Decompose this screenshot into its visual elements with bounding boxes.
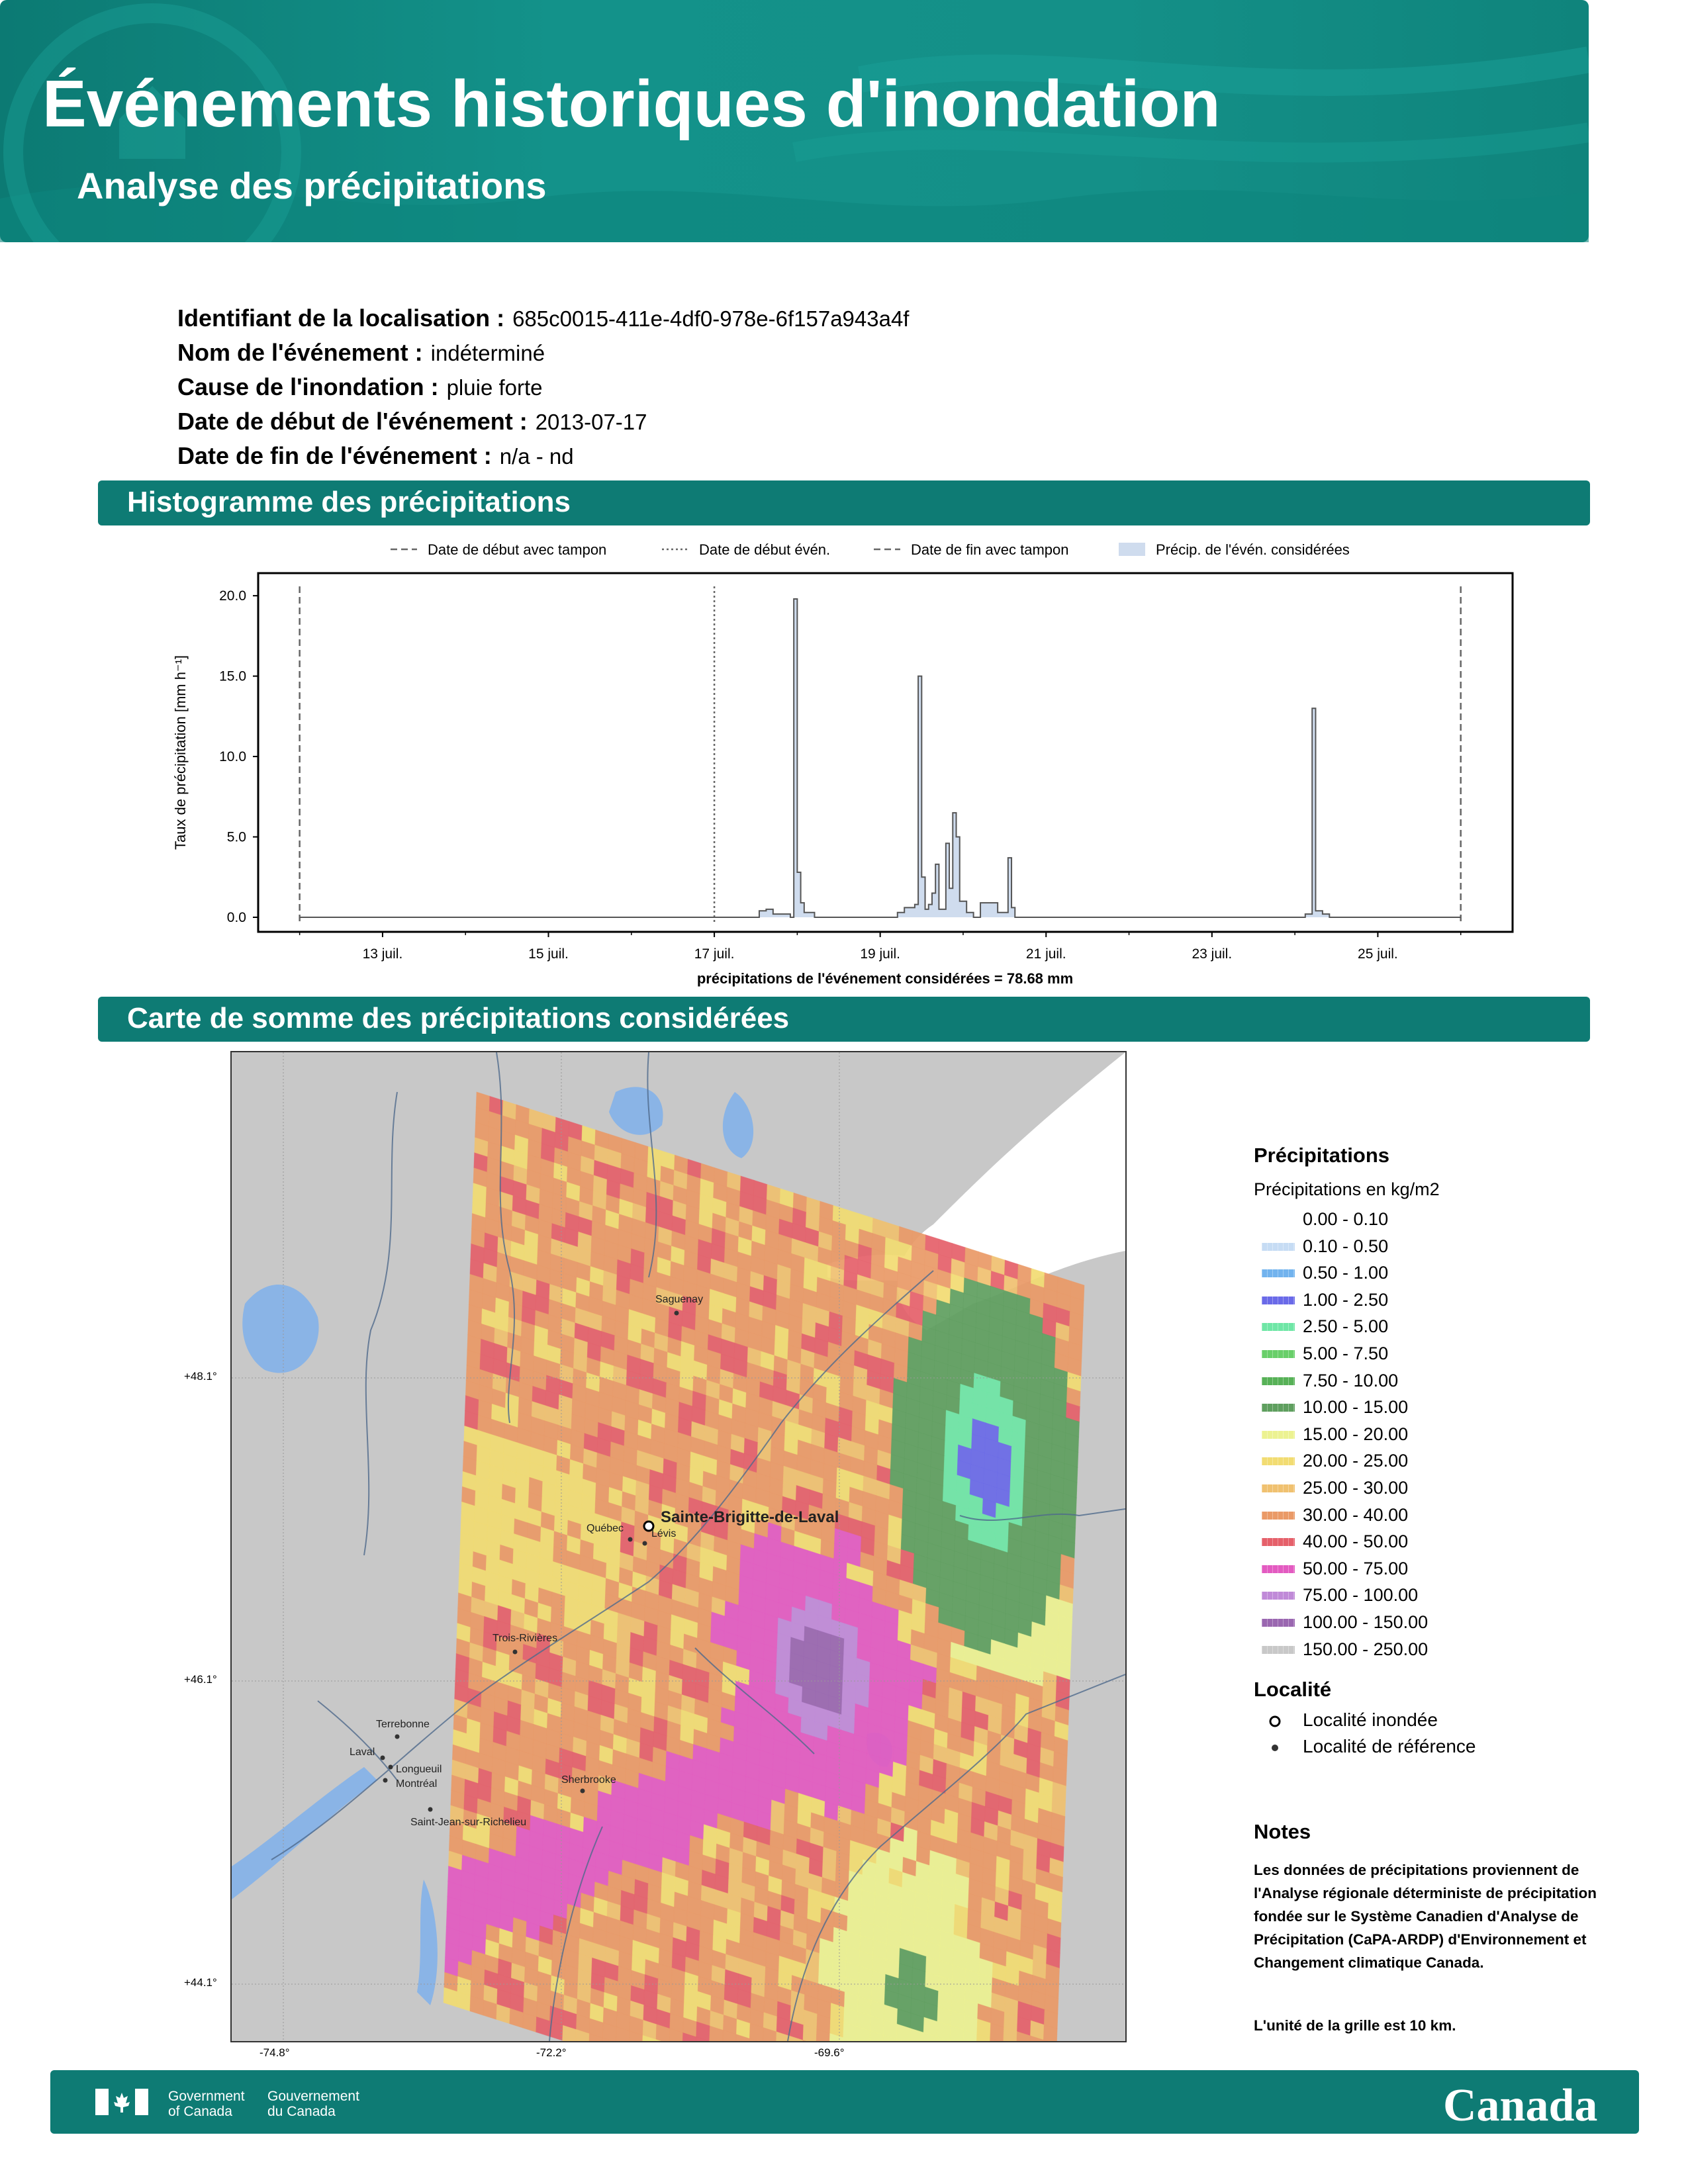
section-title: Carte de somme des précipitations considérées xyxy=(127,1002,790,1034)
y-tick-label: 20.0 xyxy=(219,588,246,604)
legend-class-label: 30.00 - 40.00 xyxy=(1303,1504,1409,1525)
info-value: n/a - nd xyxy=(499,444,574,469)
reference-locality-marker xyxy=(643,1541,647,1546)
legend-class-row xyxy=(1254,1529,1624,1556)
reference-locality-marker xyxy=(383,1778,388,1783)
legend-color-swatch xyxy=(1262,1538,1295,1546)
gov-fr-label: Gouvernement du Canada xyxy=(267,2089,359,2119)
x-tick-label: 25 juil. xyxy=(1358,946,1398,962)
legend-color-swatch xyxy=(1262,1431,1295,1439)
flooded-marker-icon xyxy=(1267,1708,1293,1735)
legend-label: Précip. de l'évén. considérées xyxy=(1156,541,1350,558)
legend-color-swatch xyxy=(1262,1512,1295,1520)
city-label-montreal: Montréal xyxy=(396,1778,438,1790)
reference-marker-icon xyxy=(1267,1735,1293,1761)
city-label-trois-rivieres: Trois-Rivières xyxy=(492,1633,558,1644)
legend-subtitle: Précipitations en kg/m2 xyxy=(1254,1179,1440,1199)
legend-label: Date de début avec tampon xyxy=(428,541,607,558)
info-flood-cause xyxy=(177,373,543,401)
info-label: Date de début de l'événement : xyxy=(177,408,528,435)
legend-class-label: 20.00 - 25.00 xyxy=(1303,1451,1409,1471)
info-label: Date de fin de l'événement : xyxy=(177,442,492,469)
info-start-date xyxy=(177,408,647,435)
legend-class-row xyxy=(1254,1422,1624,1449)
x-tick-label: 17 juil. xyxy=(694,946,735,962)
section-header-histogram xyxy=(98,480,1590,525)
y-tick-label: 10.0 xyxy=(219,749,246,765)
legend-class-row xyxy=(1254,1502,1624,1529)
legend-class-label: 25.00 - 30.00 xyxy=(1303,1477,1409,1498)
notes-title: Notes xyxy=(1254,1820,1311,1843)
notes-grid-unit: L'unité de la grille est 10 km. xyxy=(1254,2017,1456,2034)
legend-class-label: 5.00 - 7.50 xyxy=(1303,1343,1389,1363)
legend-label: Date de début évén. xyxy=(699,541,831,558)
legend-classes xyxy=(1254,1206,1624,1663)
reference-locality-marker xyxy=(428,1807,433,1812)
reference-locality-marker xyxy=(395,1735,400,1739)
legend-class-label: 0.50 - 1.00 xyxy=(1303,1263,1389,1283)
footer-bar xyxy=(50,2070,1639,2134)
canada-wordmark: Canada xyxy=(1443,2080,1598,2131)
y-tick-label: 15.0 xyxy=(219,668,246,684)
info-end-date xyxy=(177,442,574,470)
legend-class-label: 50.00 - 75.00 xyxy=(1303,1558,1409,1578)
legend-color-swatch xyxy=(1262,1243,1295,1251)
notes-body: Les données de précipitations proviennent de l'Analyse régionale déterministe de précipitation fondée sur le Système Canadien d'Analyse de Précipitation (CaPA-ARDP) d'Environnement et Changement climatique Canada. xyxy=(1254,1862,1597,1971)
lake xyxy=(242,1285,318,1373)
reference-locality-marker xyxy=(581,1789,585,1794)
legend-label: Date de fin avec tampon xyxy=(911,541,1069,558)
legend-class-label: 7.50 - 10.00 xyxy=(1303,1370,1399,1390)
reference-locality-marker xyxy=(381,1756,385,1760)
section-header-map xyxy=(98,997,1590,1042)
legend-color-swatch xyxy=(1262,1592,1295,1600)
legend-class-label: 15.00 - 20.00 xyxy=(1303,1424,1409,1444)
legend-item-label: Localité de référence xyxy=(1303,1736,1476,1757)
legend-class-row xyxy=(1254,1260,1624,1287)
legend-class-row xyxy=(1254,1448,1624,1475)
legend-item-flooded xyxy=(1254,1708,1624,1735)
legend-class-row xyxy=(1254,1234,1624,1261)
city-label-sherbrooke: Sherbrooke xyxy=(561,1774,616,1786)
lat-label: +48.1° xyxy=(184,1370,217,1383)
legend-class-row xyxy=(1254,1610,1624,1637)
city-label-sainte-brigitte-de-laval: Sainte-Brigitte-de-Laval xyxy=(661,1508,839,1526)
header-banner xyxy=(0,0,1589,242)
legend-color-swatch xyxy=(1262,1323,1295,1331)
legend-color-swatch xyxy=(1262,1484,1295,1492)
locality-title: Localité xyxy=(1254,1678,1332,1702)
legend-class-label: 1.00 - 2.50 xyxy=(1303,1289,1389,1310)
legend-color-swatch xyxy=(1262,1619,1295,1627)
legend-class-label: 150.00 - 250.00 xyxy=(1303,1639,1429,1659)
legend-class-row xyxy=(1254,1368,1624,1395)
page-title: Événements historiques d'inondation xyxy=(42,67,1221,141)
precipitation-map xyxy=(230,1051,1127,2042)
city-label-saint-jean-sur-richelieu: Saint-Jean-sur-Richelieu xyxy=(410,1817,527,1828)
x-tick-label: 21 juil. xyxy=(1025,946,1066,962)
x-tick-label: 13 juil. xyxy=(362,946,403,962)
legend-class-row xyxy=(1254,1394,1624,1422)
legend-title: Précipitations xyxy=(1254,1144,1389,1167)
legend-class-row xyxy=(1254,1582,1624,1610)
legend-color-swatch xyxy=(1262,1377,1295,1385)
x-tick-label: 23 juil. xyxy=(1192,946,1233,962)
map-canvas xyxy=(232,1052,1125,2041)
legend-class-label: 10.00 - 15.00 xyxy=(1303,1397,1409,1418)
legend-class-row xyxy=(1254,1287,1624,1314)
lake xyxy=(723,1092,753,1158)
legend-class-label: 100.00 - 150.00 xyxy=(1303,1612,1429,1632)
reference-locality-marker xyxy=(389,1765,393,1770)
reference-locality-marker xyxy=(675,1311,679,1316)
info-label: Cause de l'inondation : xyxy=(177,373,439,400)
legend-color-swatch xyxy=(1262,1269,1295,1277)
map-legend xyxy=(1254,1144,1624,1761)
legend-class-row xyxy=(1254,1475,1624,1502)
legend-class-row xyxy=(1254,1637,1624,1664)
y-axis-label: Taux de précipitation [mm h⁻¹] xyxy=(172,655,189,850)
lat-label: +44.1° xyxy=(184,1976,217,1989)
locality-items xyxy=(1254,1708,1624,1761)
lon-label: -72.2° xyxy=(536,2046,567,2059)
precipitation-histogram xyxy=(159,529,1536,993)
legend-class-label: 0.00 - 0.10 xyxy=(1303,1209,1389,1229)
legend-class-label: 2.50 - 5.00 xyxy=(1303,1316,1389,1337)
lake-champlain xyxy=(417,1880,438,2005)
river-water xyxy=(232,1767,377,1899)
legend-color-swatch xyxy=(1262,1646,1295,1654)
legend-class-row xyxy=(1254,1314,1624,1341)
legend-color-swatch xyxy=(1262,1565,1295,1573)
info-value: indéterminé xyxy=(430,341,545,365)
lat-label: +46.1° xyxy=(184,1673,217,1686)
legend-class-row xyxy=(1254,1206,1624,1234)
section-title: Histogramme des précipitations xyxy=(127,486,571,518)
x-tick-label: 15 juil. xyxy=(528,946,569,962)
info-label: Identifiant de la localisation : xyxy=(177,304,505,332)
y-tick-label: 5.0 xyxy=(226,829,246,845)
page-subtitle: Analyse des précipitations xyxy=(77,165,547,206)
x-axis-label: précipitations de l'événement considérées = 78.68 mm xyxy=(696,970,1074,987)
info-value: 2013-07-17 xyxy=(535,410,647,434)
legend-color-swatch xyxy=(1262,1404,1295,1412)
info-event-name xyxy=(177,339,545,367)
canada-flag-icon xyxy=(95,2089,148,2115)
legend-color-swatch xyxy=(1262,1457,1295,1465)
city-label-terrebonne: Terrebonne xyxy=(376,1719,430,1730)
legend-class-row xyxy=(1254,1341,1624,1368)
city-label-levis: Lévis xyxy=(651,1528,677,1539)
y-tick-label: 0.0 xyxy=(226,910,246,925)
plot-frame xyxy=(258,573,1513,932)
lon-label: -74.8° xyxy=(259,2046,290,2059)
gov-en-label: Government of Canada xyxy=(168,2089,245,2119)
info-value: 685c0015-411e-4df0-978e-6f157a943a4f xyxy=(512,306,910,331)
chart-legend xyxy=(391,541,1350,558)
reference-locality-marker xyxy=(513,1650,518,1655)
city-label-longueuil: Longueuil xyxy=(396,1764,442,1775)
city-label-laval: Laval xyxy=(350,1747,375,1758)
legend-item-label: Localité inondée xyxy=(1303,1709,1438,1731)
info-label: Nom de l'événement : xyxy=(177,339,423,366)
lake xyxy=(609,1087,663,1135)
info-value: pluie forte xyxy=(446,375,543,400)
x-tick-label: 19 juil. xyxy=(860,946,901,962)
lon-label: -69.6° xyxy=(814,2046,845,2059)
reference-locality-marker xyxy=(628,1537,633,1542)
city-label-saguenay: Saguenay xyxy=(655,1294,704,1305)
legend-color-swatch xyxy=(1262,1350,1295,1358)
legend-color-swatch xyxy=(1262,1216,1295,1224)
legend-class-label: 0.10 - 0.50 xyxy=(1303,1236,1389,1256)
legend-class-label: 40.00 - 50.00 xyxy=(1303,1531,1409,1552)
legend-class-label: 75.00 - 100.00 xyxy=(1303,1585,1419,1606)
city-label-quebec: Québec xyxy=(586,1523,624,1534)
legend-color-swatch xyxy=(1262,1297,1295,1304)
legend-swatch xyxy=(1119,543,1145,556)
info-location-id xyxy=(177,304,909,332)
legend-item-reference xyxy=(1254,1735,1624,1761)
legend-class-row xyxy=(1254,1556,1624,1583)
